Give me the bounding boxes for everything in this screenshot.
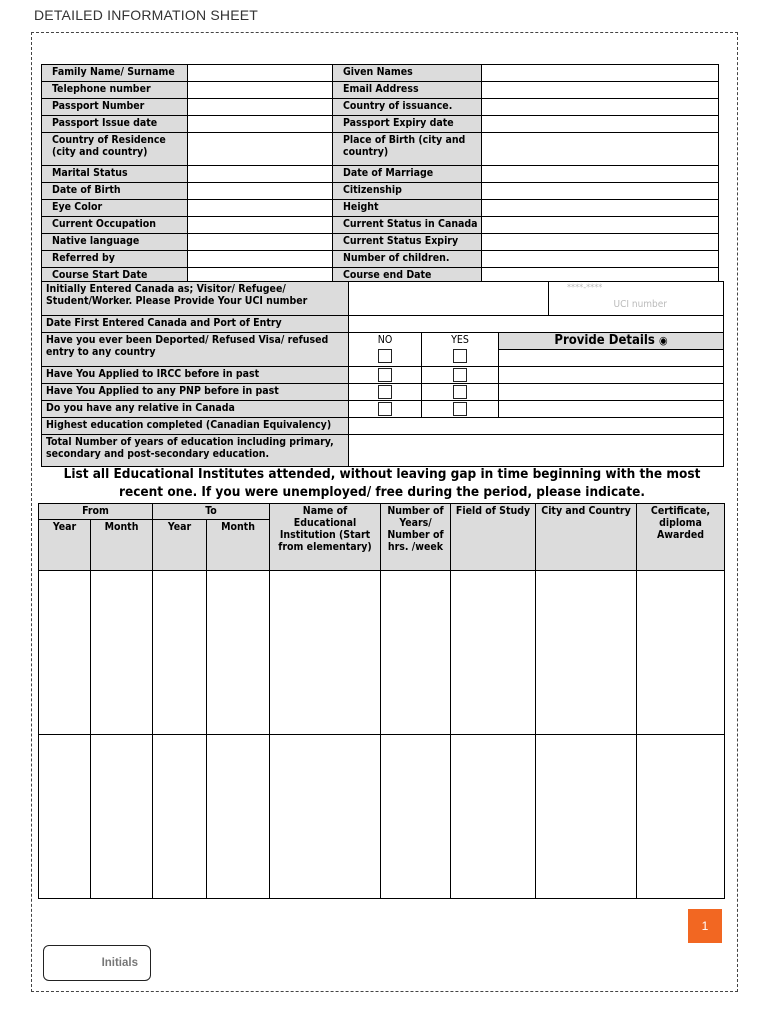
- table-row: [42, 200, 719, 217]
- field-label: Telephone number: [42, 82, 188, 99]
- table-cell[interactable]: [381, 571, 451, 735]
- table-row: [42, 316, 724, 333]
- date-first-entered-input[interactable]: [349, 316, 724, 333]
- city-header: City and Country: [536, 504, 637, 571]
- table-cell[interactable]: [270, 571, 381, 735]
- field-input[interactable]: [188, 217, 333, 234]
- field-input[interactable]: [482, 65, 719, 82]
- field-input[interactable]: [482, 234, 719, 251]
- pnp-details-input[interactable]: [499, 384, 724, 401]
- deported-no-checkbox[interactable]: [378, 349, 392, 363]
- table-row: [42, 333, 724, 350]
- table-cell[interactable]: [39, 571, 91, 735]
- table-row: [42, 435, 724, 467]
- field-input[interactable]: [188, 166, 333, 183]
- table-row: [42, 384, 724, 401]
- deported-yes-cell: [422, 333, 499, 367]
- table-row: [39, 571, 725, 735]
- field-label: Country of Residence (city and country): [42, 133, 188, 166]
- table-cell[interactable]: [451, 735, 536, 899]
- ircc-yes-cell: [422, 367, 499, 384]
- field-input[interactable]: [188, 183, 333, 200]
- pnp-label: Have You Applied to any PNP before in past: [42, 384, 349, 401]
- table-row: [42, 133, 719, 166]
- field-input[interactable]: [482, 166, 719, 183]
- relative-no-cell: [349, 401, 422, 418]
- field-input[interactable]: [482, 133, 719, 166]
- ircc-no-checkbox[interactable]: [378, 368, 392, 382]
- pointer-icon: ◉: [658, 334, 668, 347]
- deported-yes-checkbox[interactable]: [453, 349, 467, 363]
- relative-details-input[interactable]: [499, 401, 724, 418]
- provide-details-header: Provide Details ◉: [499, 333, 724, 350]
- field-input[interactable]: [188, 65, 333, 82]
- field-input[interactable]: [482, 251, 719, 268]
- initially-entered-input[interactable]: [349, 282, 549, 316]
- relative-no-checkbox[interactable]: [378, 402, 392, 416]
- table-row: [42, 99, 719, 116]
- table-row: [42, 82, 719, 99]
- field-input[interactable]: [482, 116, 719, 133]
- table-header-row: [39, 504, 725, 520]
- field-input[interactable]: [188, 99, 333, 116]
- institution-header: Name of Educational Institution (Start from elementary): [270, 504, 381, 571]
- uci-number-field[interactable]: [549, 282, 724, 316]
- table-row: [42, 65, 719, 82]
- table-row: [42, 183, 719, 200]
- field-label: Place of Birth (city and country): [333, 133, 482, 166]
- field-label: Passport Issue date: [42, 116, 188, 133]
- no-header: NO: [377, 334, 393, 346]
- relative-label: Do you have any relative in Canada: [42, 401, 349, 418]
- table-row: [42, 251, 719, 268]
- field-label: Referred by: [42, 251, 188, 268]
- table-row: [42, 234, 719, 251]
- to-year-header: Year: [153, 520, 207, 571]
- table-cell[interactable]: [91, 735, 153, 899]
- field-label: Date of Birth: [42, 183, 188, 200]
- initially-entered-label: Initially Entered Canada as; Visitor/ Refugee/ Student/Worker. Please Provide Your UCI number: [42, 282, 349, 316]
- table-row: [42, 367, 724, 384]
- field-label: Marital Status: [42, 166, 188, 183]
- field-input[interactable]: [188, 133, 333, 166]
- personal-info-table: [41, 64, 719, 285]
- table-row: [42, 166, 719, 183]
- total-years-label: Total Number of years of education including primary, secondary and post-secondary education.: [42, 435, 349, 467]
- date-first-entered-label: Date First Entered Canada and Port of Entry: [42, 316, 349, 333]
- highest-education-input[interactable]: [349, 418, 724, 435]
- table-row: [42, 116, 719, 133]
- table-cell[interactable]: [207, 571, 270, 735]
- field-label: Passport Number: [42, 99, 188, 116]
- deported-details-input[interactable]: [499, 350, 724, 367]
- ircc-yes-checkbox[interactable]: [453, 368, 467, 382]
- field-input[interactable]: [188, 200, 333, 217]
- field-label: Current Status Expiry: [333, 234, 482, 251]
- pnp-yes-cell: [422, 384, 499, 401]
- to-header: To: [153, 504, 270, 520]
- field-label: Given Names: [333, 65, 482, 82]
- field-label: Eye Color: [42, 200, 188, 217]
- ircc-details-input[interactable]: [499, 367, 724, 384]
- table-row: [42, 418, 724, 435]
- table-row: [42, 401, 724, 418]
- field-label: Country of issuance.: [333, 99, 482, 116]
- certificate-header: Certificate, diploma Awarded: [637, 504, 725, 571]
- pnp-no-cell: [349, 384, 422, 401]
- table-cell[interactable]: [536, 735, 637, 899]
- field-label: Current Status in Canada: [333, 217, 482, 234]
- education-list-heading: List all Educational Institutes attended, without leaving gap in time beginning with the most recent one. If you were unemployed/ free during the period, please indicate.: [63, 466, 701, 500]
- field-label: Citizenship: [333, 183, 482, 200]
- table-row: [42, 282, 724, 316]
- table-cell[interactable]: [153, 571, 207, 735]
- table-cell[interactable]: [39, 735, 91, 899]
- to-month-header: Month: [207, 520, 270, 571]
- field-label: Number of children.: [333, 251, 482, 268]
- field-label: Passport Expiry date: [333, 116, 482, 133]
- field-label: Course end Date: [333, 268, 482, 285]
- table-row: [42, 217, 719, 234]
- table-cell[interactable]: [451, 571, 536, 735]
- from-month-header: Month: [91, 520, 153, 571]
- deported-no-cell: [349, 333, 422, 367]
- field-label: Family Name/ Surname: [42, 65, 188, 82]
- table-cell[interactable]: [637, 735, 725, 899]
- table-row: [39, 735, 725, 899]
- table-cell[interactable]: [153, 735, 207, 899]
- from-header: From: [39, 504, 153, 520]
- from-year-header: Year: [39, 520, 91, 571]
- field-input[interactable]: [188, 116, 333, 133]
- field-input[interactable]: [482, 82, 719, 99]
- highest-education-label: Highest education completed (Canadian Equivalency): [42, 418, 349, 435]
- ircc-label: Have You Applied to IRCC before in past: [42, 367, 349, 384]
- table-cell[interactable]: [381, 735, 451, 899]
- pnp-yes-checkbox[interactable]: [453, 385, 467, 399]
- table-cell[interactable]: [536, 571, 637, 735]
- years-header: Number of Years/ Number of hrs. /week: [381, 504, 451, 571]
- table-cell[interactable]: [270, 735, 381, 899]
- initials-field[interactable]: Initials: [43, 945, 151, 981]
- uci-placeholder: UCI number: [613, 299, 667, 310]
- field-header: Field of Study: [451, 504, 536, 571]
- field-input[interactable]: [482, 99, 719, 116]
- field-input[interactable]: [188, 234, 333, 251]
- field-input[interactable]: [188, 251, 333, 268]
- field-label: Course Start Date: [42, 268, 188, 285]
- field-input[interactable]: [188, 82, 333, 99]
- relative-yes-checkbox[interactable]: [453, 402, 467, 416]
- field-label: Height: [333, 200, 482, 217]
- education-table: [38, 503, 725, 899]
- table-cell[interactable]: [207, 735, 270, 899]
- field-label: Email Address: [333, 82, 482, 99]
- field-label: Current Occupation: [42, 217, 188, 234]
- table-cell[interactable]: [91, 571, 153, 735]
- field-label: Native language: [42, 234, 188, 251]
- field-input[interactable]: [482, 217, 719, 234]
- field-label: Date of Marriage: [333, 166, 482, 183]
- deported-label: Have you ever been Deported/ Refused Visa/ refused entry to any country: [42, 333, 349, 367]
- relative-yes-cell: [422, 401, 499, 418]
- table-cell[interactable]: [637, 571, 725, 735]
- field-input[interactable]: [482, 183, 719, 200]
- page-number-badge: 1: [688, 909, 722, 943]
- total-years-input[interactable]: [349, 435, 724, 467]
- pnp-no-checkbox[interactable]: [378, 385, 392, 399]
- sheet-title: DETAILED INFORMATION SHEET: [34, 7, 259, 23]
- field-input[interactable]: [482, 200, 719, 217]
- ircc-no-cell: [349, 367, 422, 384]
- yes-header: YES: [451, 334, 469, 346]
- uci-mask: ****-****: [567, 283, 603, 293]
- immigration-history-table: [41, 281, 724, 467]
